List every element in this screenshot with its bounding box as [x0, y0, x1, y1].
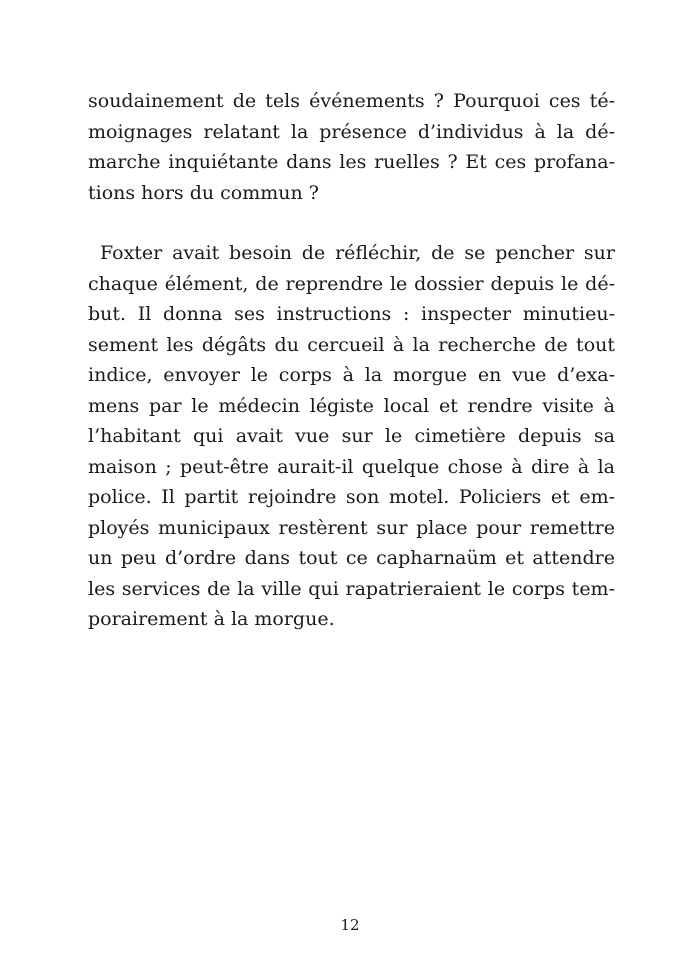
paragraph-2 [88, 238, 615, 635]
text-line: moignages relatant la présence d’individus à la dé- [88, 120, 615, 143]
text-line: sement les dégâts du cercueil à la recherche de tout [88, 333, 615, 356]
text-line: maison ; peut-être aurait-il quelque chose à dire à la [88, 455, 615, 478]
text-line: porairement à la morgue. [88, 608, 335, 630]
page-number: 12 [340, 916, 360, 934]
text-line: ployés municipaux restèrent sur place pour remettre [88, 516, 615, 539]
text-line: mens par le médecin légiste local et rendre visite à [88, 394, 615, 417]
text-line: soudainement de tels événements ? Pourquoi ces té- [88, 90, 615, 112]
page-body [88, 86, 615, 635]
text-line: l’habitant qui avait vue sur le cimetière depuis sa [88, 425, 615, 447]
text-line: tions hors du commun ? [88, 181, 319, 204]
text-line: un peu d’ordre dans tout ce capharnaüm et attendre [88, 547, 615, 569]
text-line: marche inquiétante dans les ruelles ? Et ces profana- [88, 151, 615, 173]
text-line: Foxter avait besoin de réfléchir, de se pencher sur [100, 242, 615, 264]
text-line: chaque élément, de reprendre le dossier depuis le dé- [88, 272, 615, 295]
text-line: les services de la ville qui rapatrieraient le corps tem- [88, 577, 615, 600]
paragraph-1 [88, 86, 615, 208]
text-line: police. Il partit rejoindre son motel. Policiers et em- [88, 486, 615, 508]
text-line: but. Il donna ses instructions : inspecter minutieu- [88, 303, 615, 325]
text-line: indice, envoyer le corps à la morgue en vue d’exa- [88, 364, 615, 386]
